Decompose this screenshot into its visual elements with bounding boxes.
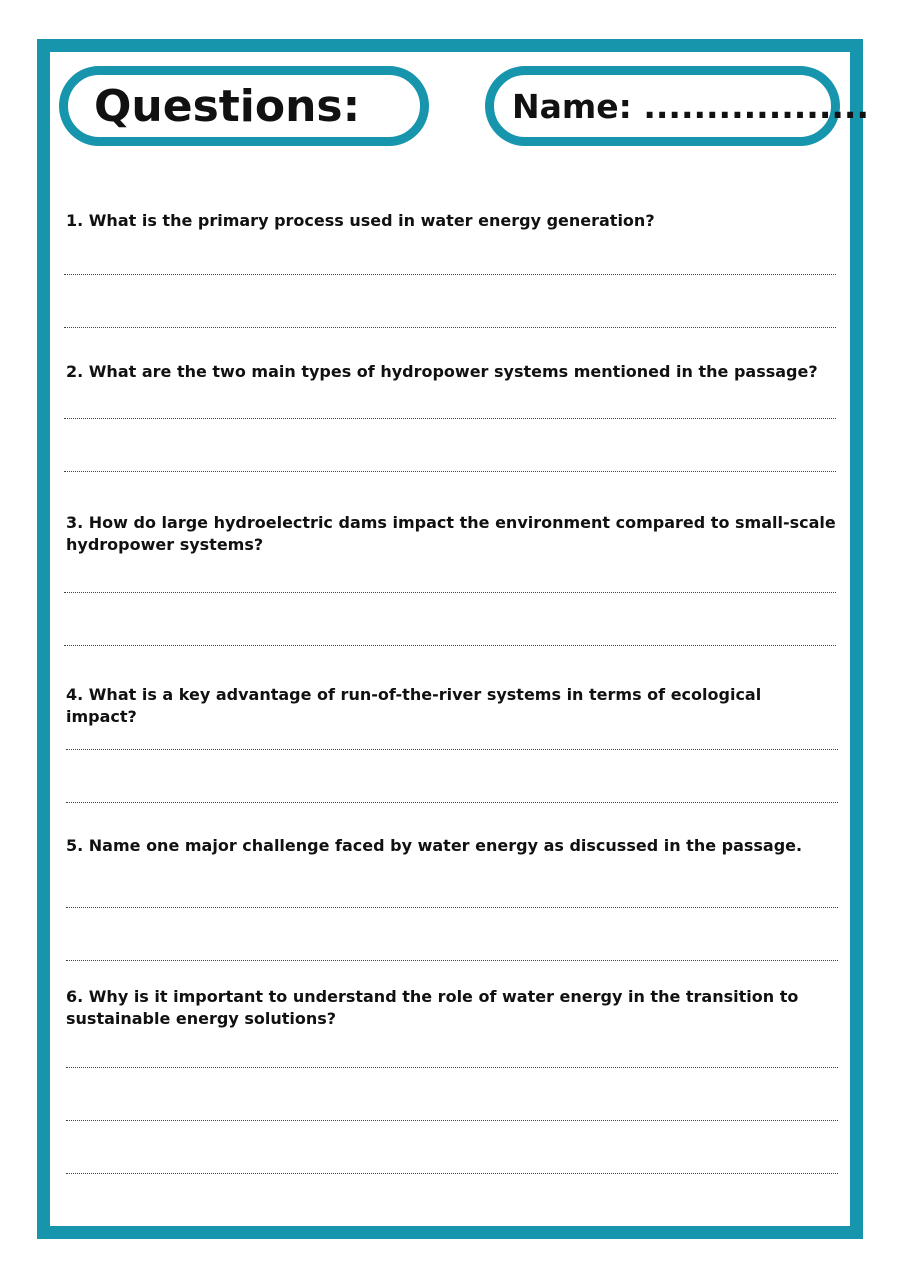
question-5: 5. Name one major challenge faced by water energy as discussed in the passage. — [66, 836, 803, 855]
answer-line-5b[interactable] — [66, 960, 838, 961]
answer-line-1a[interactable] — [64, 274, 836, 275]
answer-line-2b[interactable] — [64, 471, 836, 472]
question-1: 1. What is the primary process used in water energy generation? — [66, 211, 655, 230]
answer-line-3b[interactable] — [64, 645, 836, 646]
page-title: Questions: — [94, 80, 361, 132]
answer-line-3a[interactable] — [64, 592, 836, 593]
answer-line-6c[interactable] — [66, 1173, 838, 1174]
name-label: Name: .................. — [512, 86, 869, 126]
answer-line-4b[interactable] — [66, 802, 838, 803]
question-6: 6. Why is it important to understand the role of water energy in the transition to sustainable energy solutions? — [66, 987, 799, 1028]
answer-line-1b[interactable] — [64, 327, 836, 328]
answer-line-6a[interactable] — [66, 1067, 838, 1068]
question-4: 4. What is a key advantage of run-of-the-river systems in terms of ecological impact? — [66, 685, 762, 726]
answer-line-5a[interactable] — [66, 907, 838, 908]
answer-line-4a[interactable] — [66, 749, 838, 750]
name-banner — [485, 66, 869, 146]
question-2: 2. What are the two main types of hydropower systems mentioned in the passage? — [66, 362, 818, 381]
answer-line-6b[interactable] — [66, 1120, 838, 1121]
title-banner — [59, 66, 429, 146]
question-3: 3. How do large hydroelectric dams impact the environment compared to small-scale hydropower systems? — [66, 513, 836, 554]
answer-line-2a[interactable] — [64, 418, 836, 419]
